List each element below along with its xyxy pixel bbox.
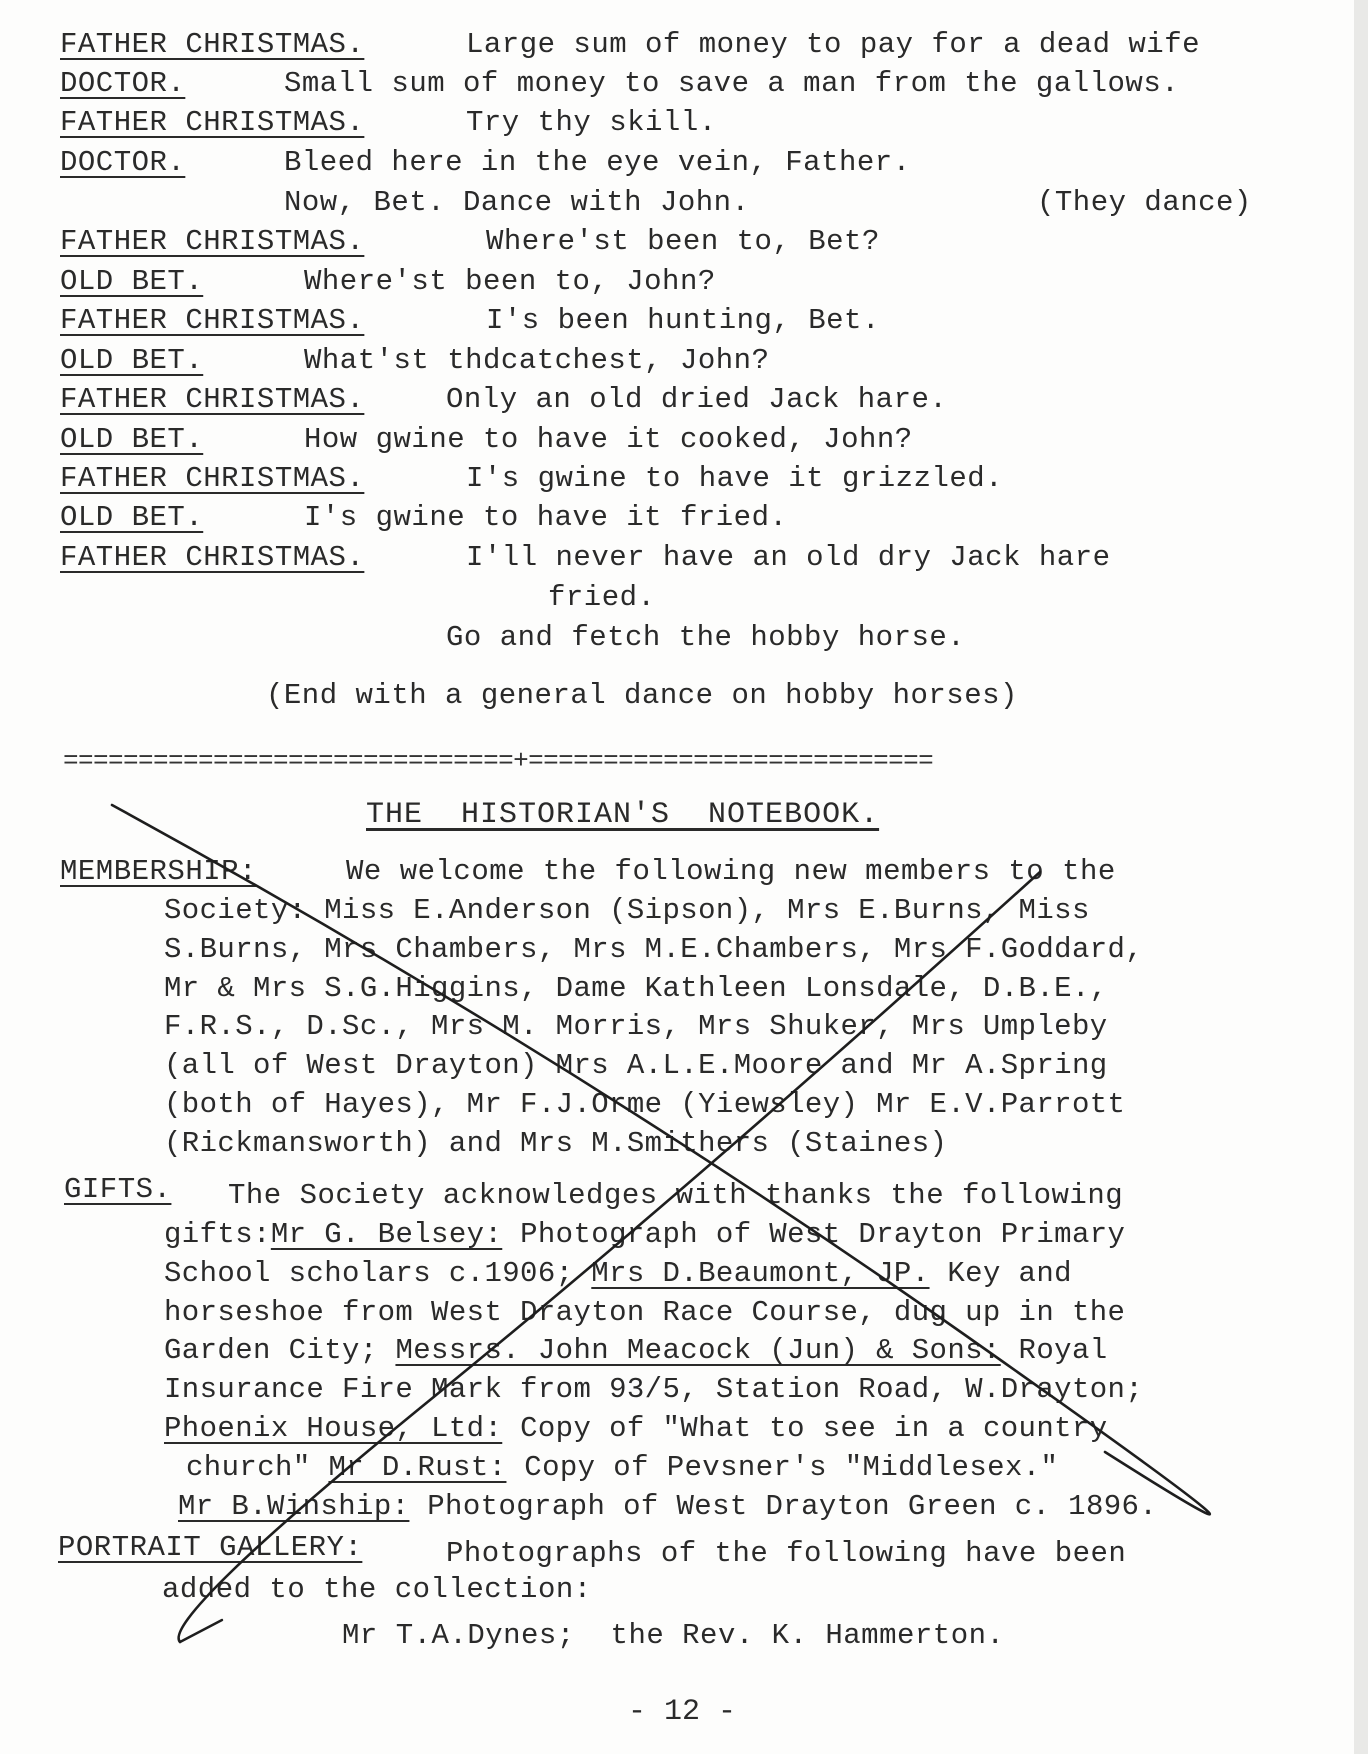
speaker-label: FATHER CHRISTMAS. [60,383,365,416]
speaker-label: FATHER CHRISTMAS. [60,28,365,61]
dialogue-line: fried. [548,581,656,614]
gifts-line: Insurance Fire Mark from 93/5, Station Road, W.Drayton; [164,1373,1144,1407]
dialogue-line: I's been hunting, Bet. [486,304,880,337]
membership-line: (Rickmansworth) and Mrs M.Smithers (Staines) [164,1126,948,1160]
speaker-label: FATHER CHRISTMAS. [60,225,365,258]
gift-description: church" [186,1450,329,1484]
portrait-line: added to the collection: [162,1573,592,1606]
dialogue-line: Small sum of money to save a man from the gallows. [284,67,1180,100]
speaker-label: FATHER CHRISTMAS. [60,541,365,574]
gift-description: Photograph of West Drayton Primary [502,1218,1126,1251]
membership-line: Mr & Mrs S.G.Higgins, Dame Kathleen Lonsdale, D.B.E., [164,971,1108,1005]
portrait-gallery-label: PORTRAIT GALLERY: [58,1531,363,1564]
dialogue-line: What'st thdcatchest, John? [304,344,770,377]
speaker-label: DOCTOR. [60,67,186,100]
section-title: THE HISTORIAN'S NOTEBOOK. [366,798,880,832]
stage-direction-end: (End with a general dance on hobby horses) [266,679,1018,712]
dialogue-line: I's gwine to have it grizzled. [466,462,1004,495]
donor-name: Mr B.Winship: [178,1489,410,1523]
dialogue-line: Only an old dried Jack hare. [446,383,948,416]
gift-description: Copy of Pevsner's "Middlesex." [506,1450,1059,1484]
donor-name: Messrs. John Meacock (Jun) & Sons: [395,1334,1001,1368]
dialogue-line: Large sum of money to pay for a dead wife [466,28,1201,61]
membership-line: (both of Hayes), Mr F.J.Orme (Yiewsley) Mr E.V.Parrott [164,1087,1126,1121]
portrait-names: Mr T.A.Dynes; the Rev. K. Hammerton. [342,1619,1005,1652]
membership-line: F.R.S., D.Sc., Mrs M. Morris, Mrs Shuker, Mrs Umpleby [164,1010,1108,1044]
dialogue-line: Bleed here in the eye vein, Father. [284,146,911,179]
donor-name: Mr G. Belsey: [270,1218,503,1251]
speaker-label: FATHER CHRISTMAS. [60,106,365,139]
gift-description: Garden City; [164,1334,396,1368]
portrait-line: Photographs of the following have been [446,1537,1127,1570]
gift-description: Photograph of West Drayton Green c. 1896. [409,1489,1158,1523]
membership-line: S.Burns, Mrs Chambers, Mrs M.E.Chambers, Mrs F.Goddard, [164,932,1144,966]
dialogue-line: How gwine to have it cooked, John? [304,423,913,456]
speaker-label: OLD BET. [60,344,204,377]
membership-line: We welcome the following new members to the [346,855,1116,888]
gifts-line: The Society acknowledges with thanks the following [228,1179,1124,1212]
gifts-label: GIFTS. [64,1173,172,1206]
donor-name: Mrs D.Beaumont, JP. [591,1256,930,1290]
membership-line: (all of West Drayton) Mrs A.L.E.Moore and Mr A.Spring [164,1049,1108,1083]
gift-description: Copy of "What to see in a country [502,1411,1108,1445]
gift-description: Royal [1000,1334,1108,1368]
dialogue-line: I'll never have an old dry Jack hare [466,541,1111,574]
gifts-line: horseshoe from West Drayton Race Course, dug up in the [164,1295,1126,1329]
speaker-label: DOCTOR. [60,146,186,179]
dialogue-line: Now, Bet. Dance with John. [284,186,750,219]
donor-name: Mr D.Rust: [328,1450,507,1484]
membership-label: MEMBERSHIP: [60,855,257,888]
dialogue-line: Try thy skill. [466,106,717,139]
gift-description: School scholars c.1906; [164,1256,592,1290]
section-divider: ==============================+=========================== [63,746,934,776]
dialogue-line: Where'st been to, Bet? [486,225,880,258]
speaker-label: OLD BET. [60,501,204,534]
gift-description: Key and [929,1256,1072,1290]
speaker-label: OLD BET. [60,423,204,456]
gifts-prefix: gifts: [164,1218,271,1251]
stage-direction: (They dance) [1037,186,1252,219]
dialogue-line: Go and fetch the hobby horse. [446,621,966,654]
donor-name: Phoenix House, Ltd: [164,1411,503,1445]
speaker-label: OLD BET. [60,265,204,298]
page-number: - 12 - [628,1695,737,1729]
speaker-label: FATHER CHRISTMAS. [60,304,365,337]
membership-line: Society: Miss E.Anderson (Sipson), Mrs E.Burns, Miss [164,894,1090,927]
dialogue-line: I's gwine to have it fried. [304,501,788,534]
speaker-label: FATHER CHRISTMAS. [60,462,365,495]
dialogue-line: Where'st been to, John? [304,265,716,298]
